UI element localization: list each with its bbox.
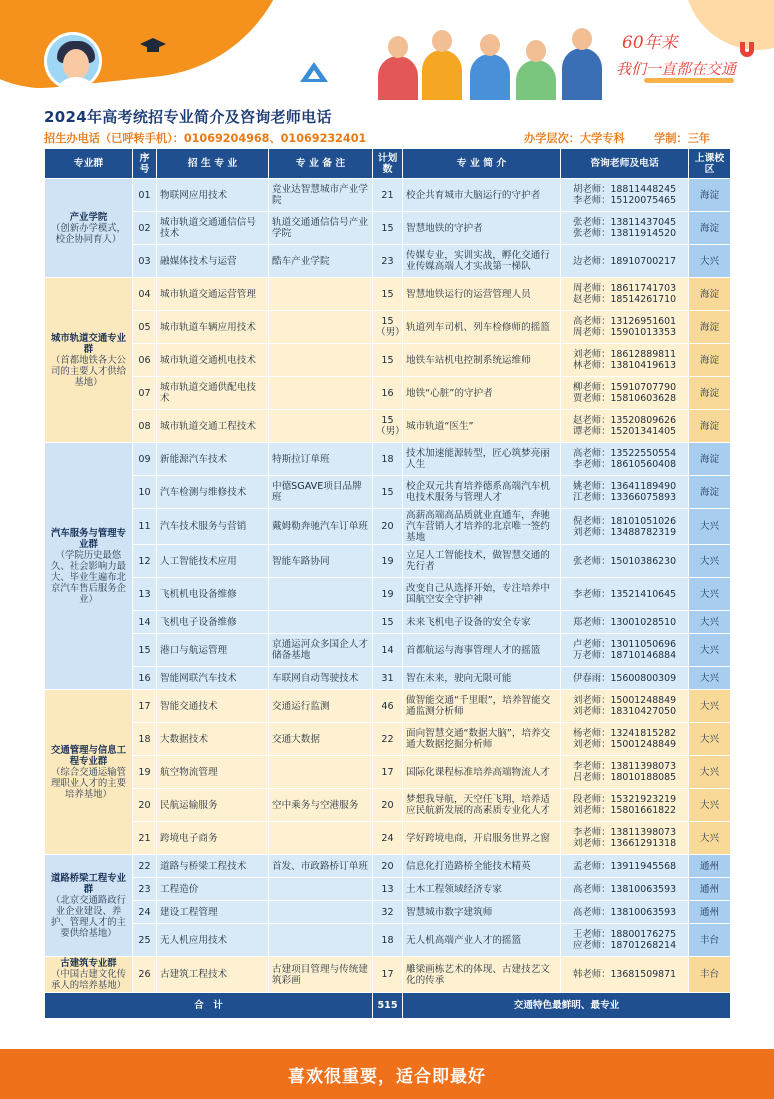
plan-count: 18 bbox=[373, 443, 403, 476]
group-note: （综合交通运输管理职业人才的主要培养基地） bbox=[50, 766, 126, 800]
major-remark bbox=[269, 377, 373, 410]
campus-cell: 大兴 bbox=[689, 578, 731, 611]
teacher-phone: 刘老师：15001248849 bbox=[572, 739, 677, 750]
campus-cell: 海淀 bbox=[689, 476, 731, 509]
table-row bbox=[45, 212, 731, 245]
major-name: 城市轨道车辆应用技术 bbox=[157, 311, 269, 344]
major-intro: 智慧地铁运行的运营管理人员 bbox=[403, 278, 561, 311]
teacher-phone: 李老师：13521410645 bbox=[572, 588, 677, 600]
table-row bbox=[45, 344, 731, 377]
plan-count: 14 bbox=[373, 634, 403, 667]
major-name: 城市轨道交通工程技术 bbox=[157, 410, 269, 443]
major-intro: 未来飞机电子设备的安全专家 bbox=[403, 611, 561, 634]
major-number: 16 bbox=[133, 667, 157, 690]
campus-cell: 通州 bbox=[689, 878, 731, 901]
teacher-phone: 刘老师：15801661822 bbox=[572, 805, 677, 816]
group-name: 古建筑专业群 bbox=[60, 958, 117, 969]
plan-count: 31 bbox=[373, 667, 403, 690]
table-row bbox=[45, 901, 731, 924]
major-number: 08 bbox=[133, 410, 157, 443]
major-number: 13 bbox=[133, 578, 157, 611]
majors-table bbox=[44, 148, 731, 1019]
major-name: 无人机应用技术 bbox=[157, 924, 269, 957]
teacher-contact bbox=[561, 179, 689, 212]
major-remark: 空中乘务与空港服务 bbox=[269, 789, 373, 822]
major-name: 港口与航运管理 bbox=[157, 634, 269, 667]
teacher-contact bbox=[561, 957, 689, 993]
total-label: 合 计 bbox=[45, 993, 373, 1019]
table-row bbox=[45, 634, 731, 667]
plan-count: 46 bbox=[373, 690, 403, 723]
teacher-phone: 刘老师：13488782319 bbox=[572, 526, 677, 538]
major-remark: 古建项目管理与传统建筑彩画 bbox=[269, 957, 373, 993]
campus-cell: 大兴 bbox=[689, 245, 731, 278]
major-number: 11 bbox=[133, 509, 157, 545]
major-remark: 首发、市政路桥订单班 bbox=[269, 855, 373, 878]
campus-cell: 大兴 bbox=[689, 822, 731, 855]
teacher-phone: 边老师：18910700217 bbox=[572, 255, 677, 267]
teacher-phone: 高老师：13522550554 bbox=[572, 448, 677, 459]
major-intro: 无人机高端产业人才的摇篮 bbox=[403, 924, 561, 957]
major-intro: 首都航运与海事管理人才的摇篮 bbox=[403, 634, 561, 667]
plan-count: 15（男） bbox=[373, 410, 403, 443]
major-intro: 面向智慧交通“数据大脑”，培养交通大数据挖掘分析师 bbox=[403, 723, 561, 756]
total-row bbox=[45, 993, 731, 1019]
major-intro: 学好跨境电商，开启服务世界之窗 bbox=[403, 822, 561, 855]
table-row bbox=[45, 377, 731, 410]
teacher-phone: 刘老师：18310427050 bbox=[572, 706, 677, 717]
major-remark bbox=[269, 611, 373, 634]
teacher-phone: 柳老师：15910707790 bbox=[572, 382, 677, 393]
major-name: 智能网联汽车技术 bbox=[157, 667, 269, 690]
teacher-phone: 周老师：18611741703 bbox=[572, 283, 677, 294]
campus-cell: 海淀 bbox=[689, 377, 731, 410]
major-remark bbox=[269, 311, 373, 344]
teacher-phone: 贾老师：15810603628 bbox=[572, 393, 677, 404]
people-illustration bbox=[370, 30, 620, 100]
major-name: 融媒体技术与运营 bbox=[157, 245, 269, 278]
major-intro: 城市轨道“医生” bbox=[403, 410, 561, 443]
major-name: 航空物流管理 bbox=[157, 756, 269, 789]
plan-count: 19 bbox=[373, 545, 403, 578]
major-name: 智能交通技术 bbox=[157, 690, 269, 723]
major-number: 12 bbox=[133, 545, 157, 578]
major-name: 城市轨道交通运营管理 bbox=[157, 278, 269, 311]
group-note: （北京交通路政行业企业建设、养护、管理人才的主要供给基地） bbox=[50, 894, 126, 939]
teacher-phone: 郑老师：13001028510 bbox=[572, 616, 677, 628]
major-number: 26 bbox=[133, 957, 157, 993]
plan-count: 15 bbox=[373, 344, 403, 377]
major-number: 23 bbox=[133, 878, 157, 901]
major-remark: 轨道交通通信信号产业学院 bbox=[269, 212, 373, 245]
table-row bbox=[45, 476, 731, 509]
major-name: 飞机电子设备维修 bbox=[157, 611, 269, 634]
table-row bbox=[45, 545, 731, 578]
campus-cell: 海淀 bbox=[689, 410, 731, 443]
footer-banner bbox=[0, 1049, 774, 1099]
teacher-contact bbox=[561, 690, 689, 723]
group-name: 城市轨道交通专业群 bbox=[50, 332, 126, 355]
campus-cell: 大兴 bbox=[689, 611, 731, 634]
table-row bbox=[45, 311, 731, 344]
major-intro: 梦想我导航，天空任飞翔，培养适应民航新发展的高素质专业化人才 bbox=[403, 789, 561, 822]
col-group: 专业群 bbox=[45, 149, 133, 179]
major-intro: 传媒专业，实训实战，孵化交通行业传媒高端人才实战第一梯队 bbox=[403, 245, 561, 278]
major-intro: 地铁车站机电控制系统运维师 bbox=[403, 344, 561, 377]
teacher-phone: 李老师：15120075465 bbox=[572, 195, 677, 206]
major-intro: 智慧地铁的守护者 bbox=[403, 212, 561, 245]
teacher-contact bbox=[561, 901, 689, 924]
header-banner bbox=[0, 0, 774, 104]
major-number: 19 bbox=[133, 756, 157, 789]
major-remark bbox=[269, 344, 373, 377]
group-note: （学院历史最悠久、社会影响力最大、毕业生遍布北京汽车售后服务企业） bbox=[50, 549, 126, 605]
col-major: 招 生 专 业 bbox=[157, 149, 269, 179]
major-number: 10 bbox=[133, 476, 157, 509]
major-remark bbox=[269, 410, 373, 443]
teacher-contact bbox=[561, 878, 689, 901]
plan-count: 15 bbox=[373, 611, 403, 634]
major-intro: 轨道列车司机、列车检修师的摇篮 bbox=[403, 311, 561, 344]
table-row bbox=[45, 509, 731, 545]
teacher-contact bbox=[561, 509, 689, 545]
major-number: 04 bbox=[133, 278, 157, 311]
plan-count: 23 bbox=[373, 245, 403, 278]
major-name: 物联网应用技术 bbox=[157, 179, 269, 212]
teacher-phone: 江老师：13366075893 bbox=[572, 492, 677, 503]
major-number: 14 bbox=[133, 611, 157, 634]
table-row bbox=[45, 410, 731, 443]
campus-cell: 丰台 bbox=[689, 957, 731, 993]
col-intro: 专 业 简 介 bbox=[403, 149, 561, 179]
major-name: 跨境电子商务 bbox=[157, 822, 269, 855]
teacher-contact bbox=[561, 855, 689, 878]
group-cell bbox=[45, 278, 133, 443]
campus-cell: 大兴 bbox=[689, 690, 731, 723]
group-name: 汽车服务与管理专业群 bbox=[50, 527, 126, 550]
major-remark: 京通运河众多国企人才储备基地 bbox=[269, 634, 373, 667]
major-name: 古建筑工程技术 bbox=[157, 957, 269, 993]
plan-count: 17 bbox=[373, 756, 403, 789]
major-intro: 国际化课程标准培养高端物流人才 bbox=[403, 756, 561, 789]
campus-cell: 大兴 bbox=[689, 509, 731, 545]
teacher-contact bbox=[561, 924, 689, 957]
plan-count: 21 bbox=[373, 179, 403, 212]
col-plan: 计划数 bbox=[373, 149, 403, 179]
major-remark: 中德SGAVE项目品牌班 bbox=[269, 476, 373, 509]
education-level: 办学层次：大学专科 bbox=[524, 132, 625, 145]
major-remark: 车联网自动驾驶技术 bbox=[269, 667, 373, 690]
table-row bbox=[45, 690, 731, 723]
campus-cell: 海淀 bbox=[689, 344, 731, 377]
teacher-phone: 韩老师：13681509871 bbox=[572, 969, 677, 980]
major-name: 城市轨道交通供配电技术 bbox=[157, 377, 269, 410]
major-intro: 智慧城市数字建筑师 bbox=[403, 901, 561, 924]
table-row bbox=[45, 245, 731, 278]
table-row bbox=[45, 789, 731, 822]
graduation-cap-icon bbox=[140, 38, 166, 56]
campus-cell: 通州 bbox=[689, 855, 731, 878]
major-remark: 竞业达智慧城市产业学院 bbox=[269, 179, 373, 212]
major-number: 18 bbox=[133, 723, 157, 756]
total-slogan: 交通特色最鲜明、最专业 bbox=[403, 993, 731, 1019]
major-intro: 立足人工智能技术，做智慧交通的先行者 bbox=[403, 545, 561, 578]
table-row bbox=[45, 443, 731, 476]
teacher-contact bbox=[561, 578, 689, 611]
teacher-phone: 孟老师：13911945568 bbox=[572, 860, 677, 872]
teacher-phone: 吕老师：18010188085 bbox=[572, 772, 677, 783]
study-duration: 学制：三年 bbox=[654, 132, 710, 145]
major-remark: 交通大数据 bbox=[269, 723, 373, 756]
teacher-contact bbox=[561, 634, 689, 667]
major-number: 03 bbox=[133, 245, 157, 278]
major-name: 城市轨道交通机电技术 bbox=[157, 344, 269, 377]
group-cell bbox=[45, 179, 133, 278]
major-name: 汽车检测与维修技术 bbox=[157, 476, 269, 509]
campus-cell: 海淀 bbox=[689, 443, 731, 476]
teacher-phone: 谭老师：15201341405 bbox=[572, 426, 677, 437]
campus-cell: 大兴 bbox=[689, 667, 731, 690]
plan-count: 19 bbox=[373, 578, 403, 611]
table-row bbox=[45, 179, 731, 212]
teacher-contact bbox=[561, 443, 689, 476]
major-remark bbox=[269, 278, 373, 311]
teacher-contact bbox=[561, 723, 689, 756]
major-remark: 智能车路协同 bbox=[269, 545, 373, 578]
major-intro: 做智能交通“千里眼”，培养智能交通监测分析师 bbox=[403, 690, 561, 723]
col-num: 序号 bbox=[133, 149, 157, 179]
teacher-phone: 刘老师：18612889811 bbox=[572, 349, 677, 360]
col-remark: 专 业 备 注 bbox=[269, 149, 373, 179]
teacher-phone: 杨老师：13241815282 bbox=[572, 728, 677, 739]
major-number: 09 bbox=[133, 443, 157, 476]
campus-cell: 海淀 bbox=[689, 179, 731, 212]
table-header-row bbox=[45, 149, 731, 179]
group-name: 道路桥梁工程专业群 bbox=[50, 872, 126, 895]
teacher-phone: 林老师：13810419613 bbox=[572, 360, 677, 371]
group-note: （首都地铁各大公司的主要人才供给基地） bbox=[50, 354, 126, 388]
campus-cell: 大兴 bbox=[689, 756, 731, 789]
table-row bbox=[45, 957, 731, 993]
plan-count: 15 bbox=[373, 476, 403, 509]
major-name: 民航运输服务 bbox=[157, 789, 269, 822]
teacher-contact bbox=[561, 377, 689, 410]
teacher-phone: 卢老师：13011050696 bbox=[572, 639, 677, 650]
major-intro: 土木工程领域经济专家 bbox=[403, 878, 561, 901]
major-number: 25 bbox=[133, 924, 157, 957]
teacher-phone: 高老师：13126951601 bbox=[572, 316, 677, 327]
page-title: 2024年高考统招专业简介及咨询老师电话 bbox=[44, 108, 332, 126]
plan-count: 13 bbox=[373, 878, 403, 901]
slogan-calligraphy bbox=[614, 26, 764, 86]
plan-count: 20 bbox=[373, 509, 403, 545]
major-remark: 交通运行监测 bbox=[269, 690, 373, 723]
table-row bbox=[45, 667, 731, 690]
teacher-contact bbox=[561, 476, 689, 509]
teacher-contact bbox=[561, 667, 689, 690]
plan-count: 20 bbox=[373, 855, 403, 878]
major-remark bbox=[269, 822, 373, 855]
major-intro: 校企双元共育培养德系高端汽车机电技术服务与管理人才 bbox=[403, 476, 561, 509]
major-name: 人工智能技术应用 bbox=[157, 545, 269, 578]
major-intro: 改变自己从选择开始，专注培养中国航空安全守护神 bbox=[403, 578, 561, 611]
group-name: 产业学院 bbox=[69, 211, 108, 223]
teacher-contact bbox=[561, 756, 689, 789]
col-campus: 上课校区 bbox=[689, 149, 731, 179]
table-row bbox=[45, 822, 731, 855]
teacher-contact bbox=[561, 278, 689, 311]
major-number: 06 bbox=[133, 344, 157, 377]
teacher-phone: 张老师：13811914520 bbox=[572, 228, 677, 239]
table-row bbox=[45, 878, 731, 901]
teacher-contact bbox=[561, 212, 689, 245]
major-remark bbox=[269, 878, 373, 901]
campus-cell: 海淀 bbox=[689, 278, 731, 311]
teacher-phone: 张老师：13811437045 bbox=[572, 217, 677, 228]
campus-cell: 丰台 bbox=[689, 924, 731, 957]
major-remark: 酷车产业学院 bbox=[269, 245, 373, 278]
major-name: 汽车技术服务与营销 bbox=[157, 509, 269, 545]
plan-count: 16 bbox=[373, 377, 403, 410]
teacher-contact bbox=[561, 245, 689, 278]
table-row bbox=[45, 855, 731, 878]
teacher-phone: 胡老师：18811448245 bbox=[572, 184, 677, 195]
plan-count: 18 bbox=[373, 924, 403, 957]
teacher-phone: 刘老师：13661291318 bbox=[572, 838, 677, 849]
campus-cell: 通州 bbox=[689, 901, 731, 924]
major-remark: 戴姆勒奔驰汽车订单班 bbox=[269, 509, 373, 545]
teacher-phone: 李老师：18610560408 bbox=[572, 459, 677, 470]
major-number: 20 bbox=[133, 789, 157, 822]
group-note: （中国古建文化传承人的培养基地） bbox=[50, 969, 126, 991]
group-name: 交通管理与信息工程专业群 bbox=[50, 744, 126, 767]
table-row bbox=[45, 278, 731, 311]
plan-count: 22 bbox=[373, 723, 403, 756]
teacher-contact bbox=[561, 822, 689, 855]
teacher-phone: 段老师：15321923219 bbox=[572, 794, 677, 805]
teacher-phone: 万老师：18710146884 bbox=[572, 650, 677, 661]
ruler-triangle-icon bbox=[300, 62, 328, 82]
campus-cell: 大兴 bbox=[689, 545, 731, 578]
teacher-contact bbox=[561, 311, 689, 344]
major-number: 07 bbox=[133, 377, 157, 410]
plan-count: 15 bbox=[373, 212, 403, 245]
table-row bbox=[45, 924, 731, 957]
teacher-phone: 赵老师：18514261710 bbox=[572, 294, 677, 305]
teacher-phone: 王老师：18800176275 bbox=[572, 929, 677, 940]
teacher-phone: 李老师：13811398073 bbox=[572, 761, 677, 772]
campus-cell: 大兴 bbox=[689, 634, 731, 667]
major-intro: 信息化打造路桥全能技术精英 bbox=[403, 855, 561, 878]
teacher-phone: 刘老师：15001248849 bbox=[572, 695, 677, 706]
group-cell bbox=[45, 957, 133, 993]
slogan-line-1: 60年来 bbox=[622, 33, 678, 53]
table-row bbox=[45, 756, 731, 789]
total-plan: 515 bbox=[373, 993, 403, 1019]
group-cell bbox=[45, 855, 133, 957]
major-number: 05 bbox=[133, 311, 157, 344]
major-name: 城市轨道交通通信信号技术 bbox=[157, 212, 269, 245]
plan-count: 15（男） bbox=[373, 311, 403, 344]
plan-count: 32 bbox=[373, 901, 403, 924]
campus-cell: 海淀 bbox=[689, 311, 731, 344]
teacher-phone: 李老师：13811398073 bbox=[572, 827, 677, 838]
teacher-phone: 应老师：18701268214 bbox=[572, 940, 677, 951]
table-body bbox=[45, 179, 731, 993]
major-name: 建设工程管理 bbox=[157, 901, 269, 924]
major-name: 道路与桥梁工程技术 bbox=[157, 855, 269, 878]
table-row bbox=[45, 723, 731, 756]
avatar-illustration bbox=[44, 32, 102, 90]
teacher-contact bbox=[561, 789, 689, 822]
plan-count: 24 bbox=[373, 822, 403, 855]
major-number: 21 bbox=[133, 822, 157, 855]
major-intro: 高薪高端高品质就业直通车，奔驰汽车营销人才培养的北京唯一签约基地 bbox=[403, 509, 561, 545]
major-name: 新能源汽车技术 bbox=[157, 443, 269, 476]
teacher-phone: 姚老师：13641189490 bbox=[572, 481, 677, 492]
major-name: 飞机机电设备维修 bbox=[157, 578, 269, 611]
major-intro: 校企共育城市大脑运行的守护者 bbox=[403, 179, 561, 212]
teacher-contact bbox=[561, 410, 689, 443]
major-intro: 技术加速能源转型，匠心筑梦亮丽人生 bbox=[403, 443, 561, 476]
major-number: 17 bbox=[133, 690, 157, 723]
major-name: 工程造价 bbox=[157, 878, 269, 901]
table-row bbox=[45, 611, 731, 634]
teacher-phone: 周老师：15901013353 bbox=[572, 327, 677, 338]
teacher-contact bbox=[561, 344, 689, 377]
major-remark bbox=[269, 924, 373, 957]
col-teacher: 咨询老师及电话 bbox=[561, 149, 689, 179]
campus-cell: 大兴 bbox=[689, 789, 731, 822]
campus-cell: 海淀 bbox=[689, 212, 731, 245]
major-remark bbox=[269, 578, 373, 611]
admission-phone: 招生办电话（已呼转手机）：01069204968、01069232401 bbox=[44, 132, 367, 145]
major-remark bbox=[269, 901, 373, 924]
teacher-phone: 张老师：15010386230 bbox=[572, 555, 677, 567]
major-intro: 雕梁画栋艺术的体现、古建技艺文化的传承 bbox=[403, 957, 561, 993]
group-cell bbox=[45, 443, 133, 690]
footer-slogan: 喜欢很重要，适合即最好 bbox=[288, 1067, 486, 1087]
teacher-phone: 倪老师：18101051026 bbox=[572, 515, 677, 527]
group-cell bbox=[45, 690, 133, 855]
teacher-contact bbox=[561, 611, 689, 634]
table-row bbox=[45, 578, 731, 611]
slogan-line-2: 我们一直都在交通 bbox=[616, 60, 737, 78]
teacher-contact bbox=[561, 545, 689, 578]
major-name: 大数据技术 bbox=[157, 723, 269, 756]
major-intro: 地铁“心脏”的守护者 bbox=[403, 377, 561, 410]
major-number: 24 bbox=[133, 901, 157, 924]
major-number: 01 bbox=[133, 179, 157, 212]
plan-count: 17 bbox=[373, 957, 403, 993]
major-number: 02 bbox=[133, 212, 157, 245]
teacher-phone: 赵老师：13520809626 bbox=[572, 415, 677, 426]
group-note: （创新办学模式，校企协同育人） bbox=[50, 222, 126, 245]
plan-count: 20 bbox=[373, 789, 403, 822]
major-intro: 智在未来，驶向无限可能 bbox=[403, 667, 561, 690]
campus-cell: 大兴 bbox=[689, 723, 731, 756]
major-number: 22 bbox=[133, 855, 157, 878]
teacher-phone: 高老师：13810063593 bbox=[572, 883, 677, 895]
major-remark: 特斯拉订单班 bbox=[269, 443, 373, 476]
teacher-phone: 高老师：13810063593 bbox=[572, 906, 677, 918]
teacher-phone: 伊春雨：15600800309 bbox=[572, 672, 677, 684]
major-number: 15 bbox=[133, 634, 157, 667]
major-remark bbox=[269, 756, 373, 789]
plan-count: 15 bbox=[373, 278, 403, 311]
